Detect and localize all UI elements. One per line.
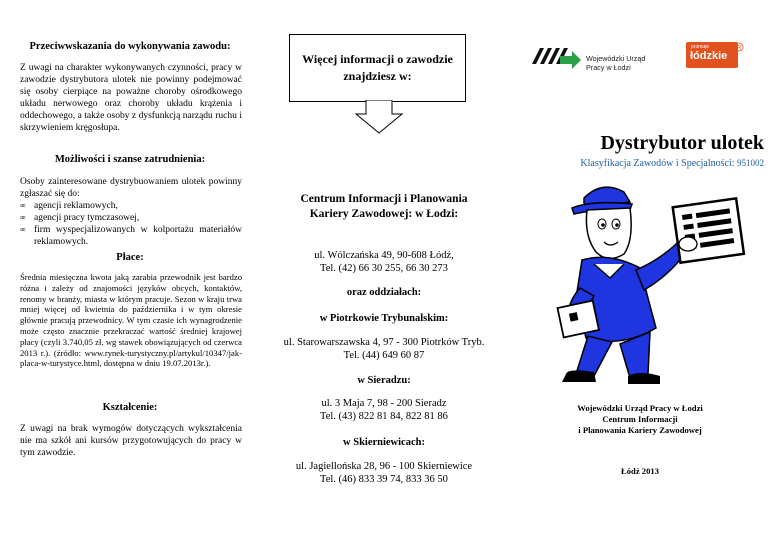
- footer-org-2: Centrum Informacji: [602, 414, 678, 424]
- list-item: ∞ agencji reklamowych,: [20, 200, 242, 212]
- list-item: ∞ agencji pracy tymczasowej,: [20, 212, 242, 224]
- wup-logo-text: [586, 54, 645, 72]
- salary-heading: Płace:: [116, 252, 144, 263]
- classification-code: 951002: [737, 158, 764, 168]
- svg-text:R: R: [736, 45, 742, 52]
- info-box: [289, 34, 466, 102]
- opportunities-list: [20, 200, 242, 248]
- lodzkie-big: łódzkie: [690, 50, 728, 62]
- page-title: Dystrybutor ulotek: [600, 132, 764, 154]
- right-column: [512, 0, 768, 543]
- flyer-distributor-figure-icon: [532, 178, 752, 388]
- wup-logo-line1: Wojewódzki Urząd: [586, 54, 646, 63]
- contraindications-text: Z uwagi na charakter wykonywanych czynności, pracy w zawodzie dystrybutora ulotek nie powinny podejmować się osoby cierpiące na poważne choroby ośrodkowego układu nerwowego oraz choroby układu krążenia i oddechowego, a także osoby z dysfunkcją narządu ruchu i skrzywieniem kręgosłupa.: [20, 63, 242, 133]
- branches-heading: oraz oddziałach:: [346, 287, 422, 298]
- skierniewice-heading: w Skierniewicach:: [343, 437, 425, 448]
- lodz-phone: Tel. (42) 66 30 255, 66 30 273: [320, 263, 448, 274]
- piotrkow-address: ul. Starowarszawska 4, 97 - 300 Piotrków Tryb.: [283, 337, 485, 348]
- lodz-address: ul. Wólczańska 49, 90-608 Łódź,: [314, 250, 454, 261]
- education-heading: Kształcenie:: [102, 402, 158, 413]
- sieradz-phone: Tel. (43) 822 81 84, 822 81 86: [320, 411, 448, 422]
- left-column: [0, 0, 256, 543]
- skierniewice-phone: Tel. (46) 833 39 74, 833 36 50: [320, 474, 448, 485]
- sieradz-heading: w Sieradzu:: [357, 375, 411, 386]
- piotrkow-heading: w Piotrkowie Trybunalskim:: [319, 313, 449, 324]
- down-arrow-icon: [354, 100, 404, 134]
- wup-logo-line2: Pracy w Łodzi: [586, 63, 631, 72]
- sieradz-address: ul. 3 Maja 7, 98 - 200 Sieradz: [321, 398, 447, 409]
- opportunities-intro: Osoby zainteresowane dystrybuowaniem ulotek powinny zgłaszać się do:: [20, 177, 242, 199]
- piotrkow-phone: Tel. (44) 649 60 87: [343, 350, 425, 361]
- opportunities-heading: Możliwości i szanse zatrudnienia:: [54, 154, 206, 165]
- skierniewice-address: ul. Jagiellońska 28, 96 - 100 Skierniewice: [295, 461, 473, 472]
- city-year: Łódź 2013: [621, 466, 659, 476]
- classification: [512, 158, 764, 169]
- center-name: Centrum Informacji i Planowania Kariery Zawodowej: w Łodzi:: [300, 193, 468, 220]
- info-box-text: Więcej informacji o zawodzie znajdziesz w:: [302, 52, 453, 83]
- registered-icon: [734, 42, 744, 52]
- list-item: ∞ firm wyspecjalizowanych w kolportażu materiałów reklamowych.: [20, 224, 242, 248]
- education-text: Z uwagi na brak wymogów dotyczących wykształcenia nie ma szkół ani kursów przygotowujących do pracy w tym zawodzie.: [20, 424, 242, 458]
- wup-logo-icon: [530, 42, 582, 74]
- opportunities-block: [20, 176, 242, 248]
- middle-column: [256, 0, 512, 543]
- contraindications-heading: Przeciwwskazania do wykonywania zawodu:: [29, 41, 231, 52]
- footer-org-3: i Planowania Kariery Zawodowej: [578, 425, 702, 435]
- lodzkie-small: promuje: [691, 44, 710, 50]
- lodzkie-logo: [686, 42, 738, 68]
- footer-org-1: Wojewódzki Urząd Pracy w Łodzi: [577, 403, 703, 413]
- salary-text: Średnia miesięczna kwota jaką zarabia przewodnik jest bardzo różna i zależy od znajomości języków obcych, kontaktów, renomy w branży, miasta w którym pracuje. Sezon w kraju trwa mniej więcej od kwietnia do października i w tym okresie głównie pracują przewodnicy. W tym czasie ich wynagrodzenie może często znacznie przekraczać wartość średniej krajowej płacy (czyli 3.740,05 zł. wg stawek obowiązujących od czerwca 2013 r.). (źródło: www.rynek-turystyczny.pl/artykul/10347/jak-placa-w-turystyce.html, dostępna w dniu 19.07.2013r.).: [20, 272, 242, 369]
- classification-label: Klasyfikacja Zawodów i Specjalności:: [580, 158, 735, 169]
